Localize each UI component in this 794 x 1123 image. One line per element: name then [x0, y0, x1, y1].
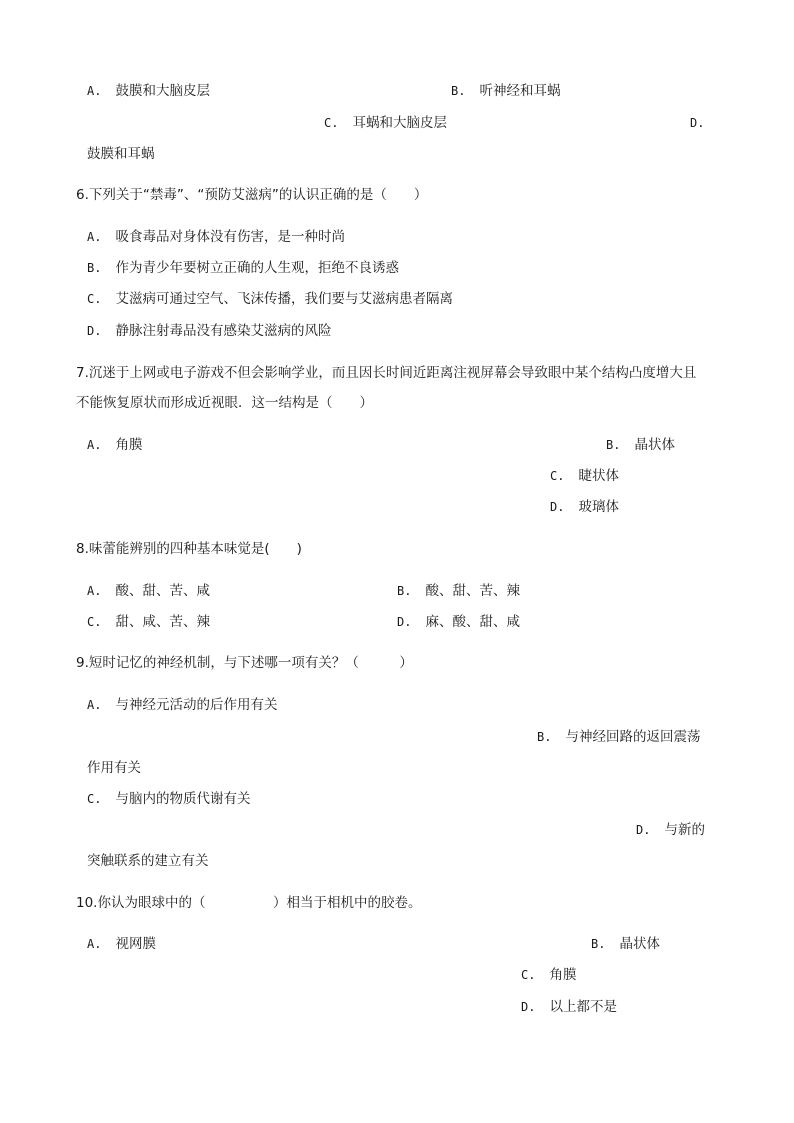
q8-option-b	[397, 582, 520, 600]
q6-option-d	[87, 322, 331, 340]
q5-option-b	[451, 82, 560, 100]
q6-stem: 6.下列关于“禁毒”、“预防艾滋病”的认识正确的是（ ）	[76, 187, 428, 203]
option-letter: C.	[87, 792, 102, 806]
option-letter: A.	[87, 438, 102, 452]
option-text: 以上都不是	[549, 999, 617, 1015]
option-text: 与神经元活动的后作用有关	[115, 697, 278, 713]
q6-option-c	[87, 290, 453, 308]
q9-option-d	[636, 821, 705, 839]
q6-option-a	[87, 228, 345, 246]
option-text: 与新的	[664, 822, 705, 838]
q5-option-d-text: 鼓膜和耳蜗	[87, 146, 155, 162]
option-text: 作为青少年要树立正确的人生观，拒绝不良诱惑	[115, 260, 399, 276]
option-letter: C.	[87, 615, 102, 629]
option-letter: A.	[87, 230, 102, 244]
q10-option-a	[87, 935, 156, 953]
option-letter: D.	[550, 500, 565, 514]
q9-option-c	[87, 790, 250, 808]
option-text: 晶状体	[634, 437, 675, 453]
q9-option-d-cont: 突触联系的建立有关	[87, 853, 209, 869]
option-letter: C.	[324, 116, 339, 130]
q6-option-b	[87, 259, 399, 277]
option-text: 与脑内的物质代谢有关	[115, 791, 251, 807]
option-text: 甜、咸、苦、辣	[115, 614, 210, 630]
q9-stem: 9.短时记忆的神经机制，与下述哪一项有关？（ ）	[76, 655, 413, 671]
option-letter: B.	[606, 438, 621, 452]
option-letter: B.	[451, 84, 466, 98]
option-letter: A.	[87, 937, 102, 951]
option-text: 玻璃体	[578, 499, 619, 515]
option-letter: B.	[591, 937, 606, 951]
q9-option-b	[537, 728, 700, 746]
q7-option-c	[550, 467, 619, 485]
option-text: 睫状体	[578, 468, 619, 484]
option-letter: D.	[87, 324, 102, 338]
q5-option-c	[324, 114, 447, 132]
q8-stem: 8.味蕾能辨别的四种基本味觉是( )	[76, 541, 302, 557]
q10-option-c	[521, 966, 576, 984]
q7-stem-line2: 不能恢复原状而形成近视眼．这一结构是（ ）	[76, 395, 373, 411]
option-text: 角膜	[549, 967, 577, 983]
q10-option-d	[521, 998, 617, 1016]
option-text: 视网膜	[115, 936, 156, 952]
q7-option-a	[87, 436, 142, 454]
option-text: 麻、酸、甜、咸	[425, 614, 520, 630]
option-letter: A.	[87, 698, 102, 712]
option-text: 吸食毒品对身体没有伤害，是一种时尚	[115, 229, 345, 245]
option-text: 静脉注射毒品没有感染艾滋病的风险	[115, 323, 332, 339]
q9-option-b-cont: 作用有关	[87, 760, 141, 776]
option-letter: D.	[397, 615, 412, 629]
q7-option-b	[606, 436, 675, 454]
option-text: 晶状体	[619, 936, 660, 952]
q5-option-a	[87, 82, 210, 100]
option-letter: A.	[87, 584, 102, 598]
option-letter: D.	[690, 116, 705, 130]
option-letter: C.	[521, 968, 536, 982]
option-letter: C.	[550, 469, 565, 483]
option-text: 耳蜗和大脑皮层	[352, 115, 447, 131]
option-text: 听神经和耳蜗	[479, 83, 561, 99]
q10-option-b	[591, 935, 660, 953]
q5-option-d	[690, 114, 718, 132]
q7-option-d	[550, 498, 619, 516]
option-text: 鼓膜和大脑皮层	[115, 83, 210, 99]
option-letter: B.	[87, 261, 102, 275]
option-letter: C.	[87, 292, 102, 306]
q9-option-a	[87, 696, 277, 714]
q10-stem: 10.你认为眼球中的（ ）相当于相机中的胶卷。	[76, 895, 422, 911]
option-letter: B.	[397, 584, 412, 598]
option-text: 角膜	[115, 437, 143, 453]
q8-option-a	[87, 582, 210, 600]
option-text: 酸、甜、苦、辣	[425, 583, 520, 599]
option-letter: D.	[636, 823, 651, 837]
option-text: 与神经回路的返回震荡	[565, 729, 701, 745]
q8-option-d	[397, 613, 520, 631]
option-letter: D.	[521, 1000, 536, 1014]
option-letter: B.	[537, 730, 552, 744]
q8-option-c	[87, 613, 210, 631]
q7-stem-line1: 7.沉迷于上网或电子游戏不但会影响学业，而且因长时间近距离注视屏幕会导致眼中某个结构凸度增大且	[76, 365, 697, 381]
option-letter: A.	[87, 84, 102, 98]
option-text: 艾滋病可通过空气、飞沫传播，我们要与艾滋病患者隔离	[115, 291, 453, 307]
option-text: 酸、甜、苦、咸	[115, 583, 210, 599]
